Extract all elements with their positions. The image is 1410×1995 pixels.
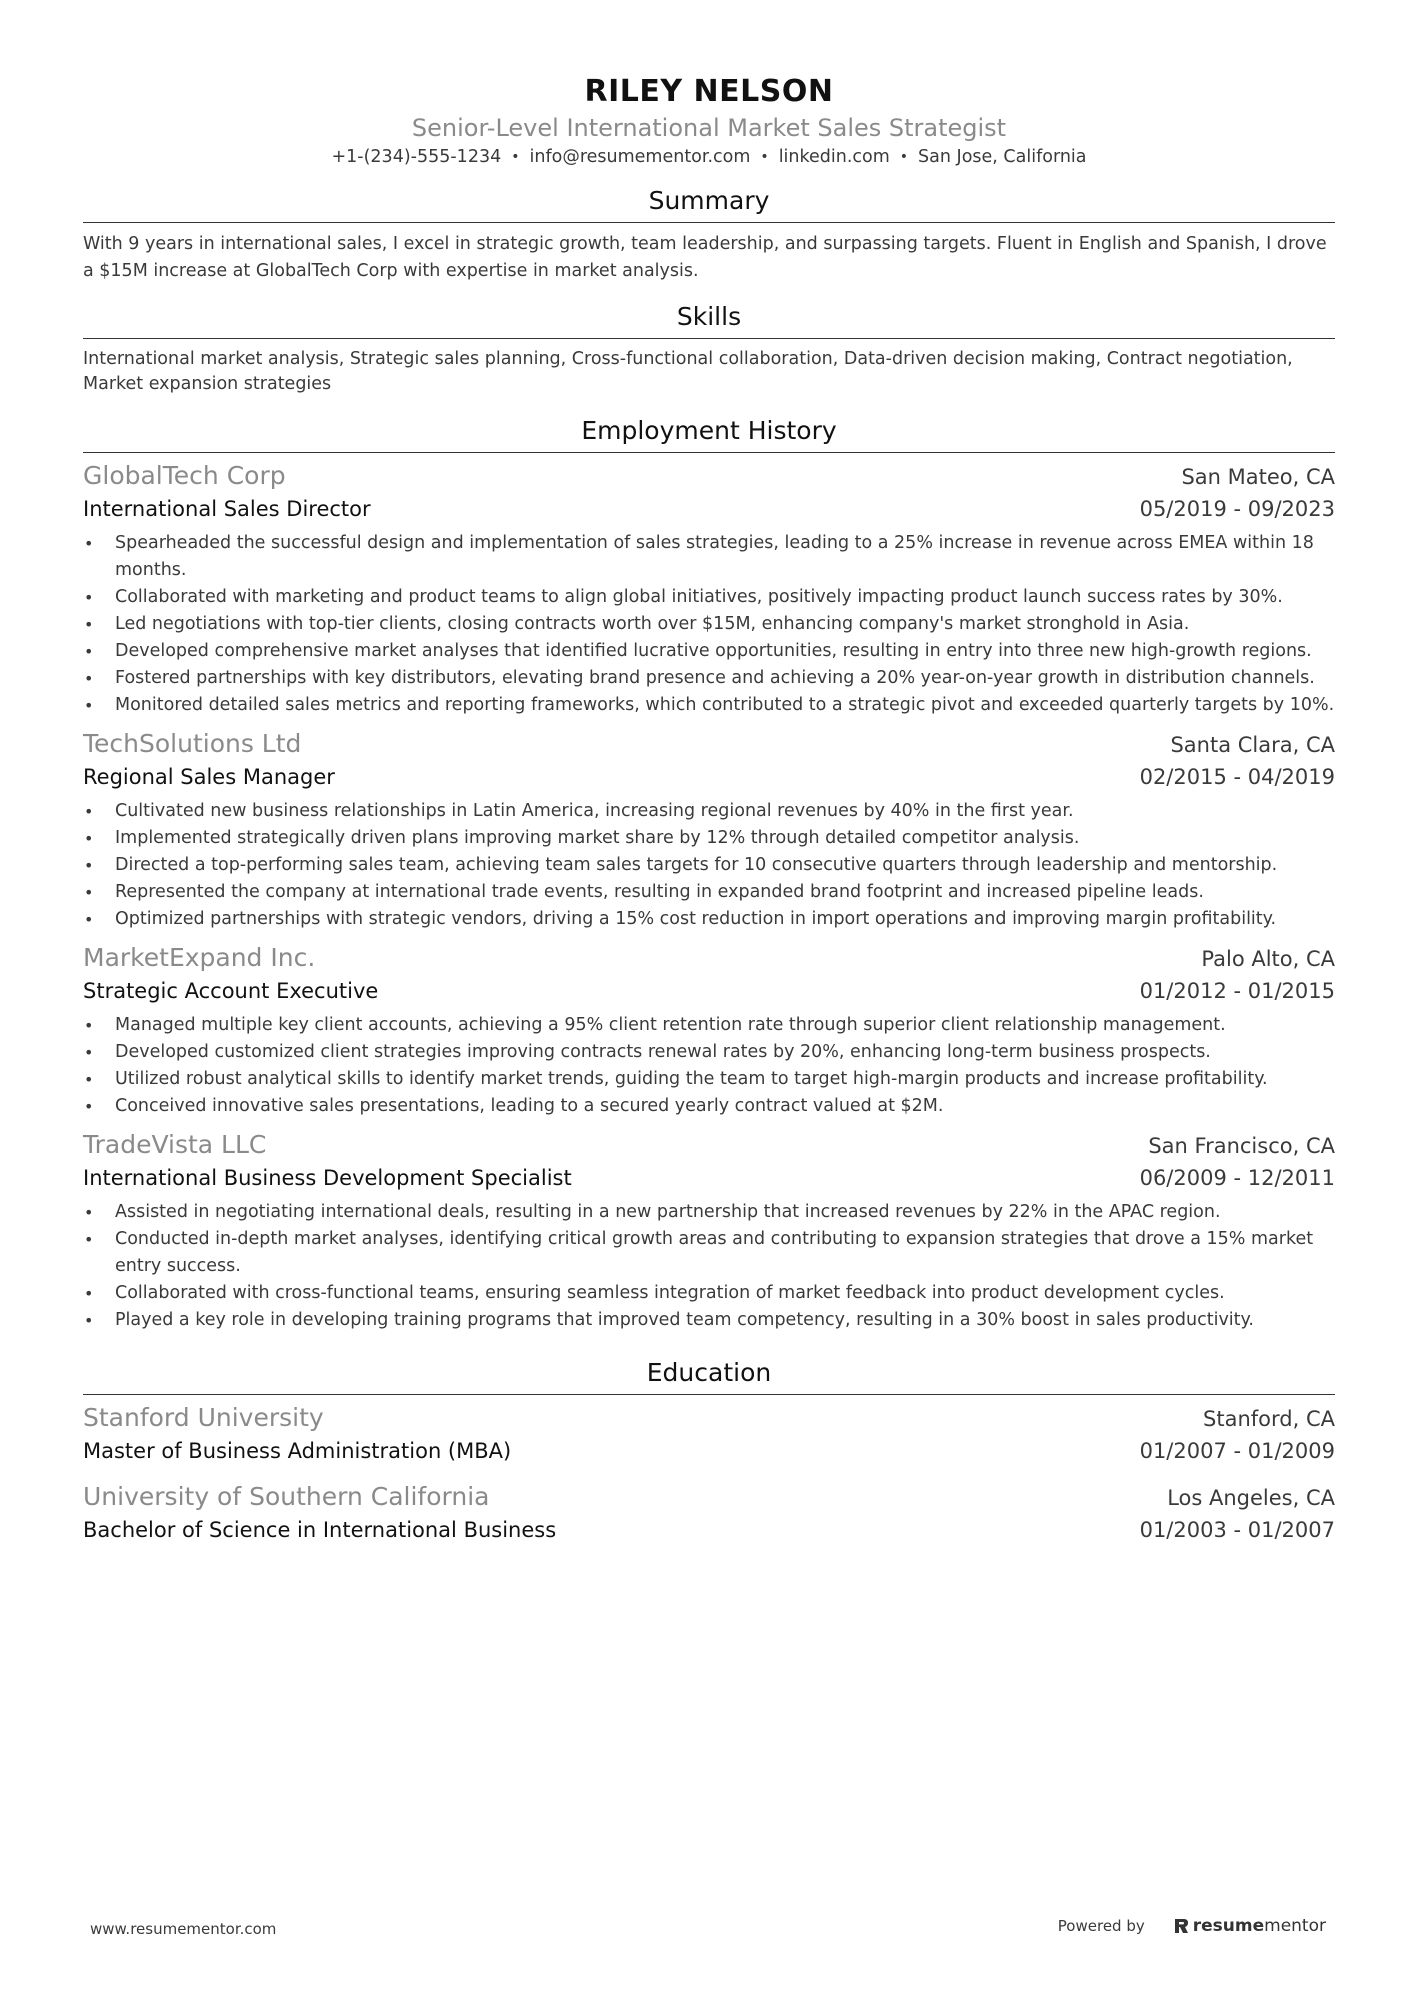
bullet-item: • Optimized partnerships with strategic vendors, driving a 15% cost reduction in import operations and improving margin profitability. (83, 906, 1335, 933)
skills-heading: Skills (83, 300, 1335, 339)
resume-header (83, 72, 1335, 170)
bullet-item: • Collaborated with cross-functional teams, ensuring seamless integration of market feedback into product development cycles. (83, 1280, 1335, 1307)
education-heading: Education (83, 1356, 1335, 1395)
job-entry (83, 1129, 1335, 1334)
degree-name: Bachelor of Science in International Business (83, 1518, 557, 1542)
job-location: Santa Clara, CA (1170, 733, 1335, 757)
skills-text: International market analysis, Strategic sales planning, Cross-functional collaboration, Data-driven decision making, Contract negotiation, Market expansion strategies (83, 349, 1293, 394)
job-entry (83, 942, 1335, 1120)
bullet-item: • Assisted in negotiating international deals, resulting in a new partnership that increased revenues by 22% in the APAC region. (83, 1199, 1335, 1226)
bullet-item: • Directed a top-performing sales team, achieving team sales targets for 10 consecutive quarters through leadership and mentorship. (83, 852, 1335, 879)
resume-page (83, 72, 1335, 1546)
linkedin-link[interactable]: linkedin.com (778, 147, 890, 167)
powered-by-label: Powered by (1057, 1917, 1145, 1935)
candidate-title: Senior-Level International Market Sales Strategist (411, 114, 1007, 142)
bullet-item: • Monitored detailed sales metrics and reporting frameworks, which contributed to a strategic pivot and exceeded quarterly targets by 10%. (83, 692, 1335, 719)
bullet-item: • Represented the company at international trade events, resulting in expanded brand footprint and increased pipeline leads. (83, 879, 1335, 906)
separator-dot: • (511, 149, 520, 165)
job-role: International Business Development Specialist (83, 1166, 572, 1190)
school-location: Stanford, CA (1203, 1407, 1335, 1431)
company-name: TechSolutions Ltd (83, 729, 302, 758)
bullet-item: • Collaborated with marketing and product teams to align global initiatives, positively impacting product launch success rates by 30%. (83, 584, 1335, 611)
skills-section (83, 300, 1335, 397)
bullet-item: • Led negotiations with top-tier clients, closing contracts worth over $15M, enhancing company's market stronghold in Asia. (83, 611, 1335, 638)
bullet-item: • Played a key role in developing training programs that improved team competency, resulting in a 30% boost in sales productivity. (83, 1307, 1335, 1334)
bullet-item: • Utilized robust analytical skills to identify market trends, guiding the team to target high-margin products and increase profitability. (83, 1066, 1335, 1093)
job-dates: 02/2015 - 04/2019 (1139, 765, 1335, 789)
bullet-item: • Conducted in-depth market analyses, identifying critical growth areas and contributing to expansion strategies that drove a 15% market entry success. (83, 1226, 1335, 1280)
resumementor-logo-icon (1173, 1917, 1189, 1935)
employment-section (83, 414, 1335, 1334)
education-dates: 01/2007 - 01/2009 (1139, 1439, 1335, 1463)
location-text: San Jose, California (918, 147, 1087, 167)
bullet-item: • Fostered partnerships with key distributors, elevating brand presence and achieving a 20% year-on-year growth in distribution channels. (83, 665, 1335, 692)
school-location: Los Angeles, CA (1167, 1486, 1335, 1510)
education-dates: 01/2003 - 01/2007 (1139, 1518, 1335, 1542)
phone-number: +1-(234)-555-1234 (331, 147, 502, 167)
job-entry (83, 460, 1335, 719)
job-role: Regional Sales Manager (83, 765, 335, 789)
company-name: MarketExpand Inc. (83, 943, 316, 972)
bullet-item: • Developed customized client strategies improving contracts renewal rates by 20%, enhancing long-term business prospects. (83, 1039, 1335, 1066)
education-entry (83, 1402, 1335, 1467)
job-role: International Sales Director (83, 497, 371, 521)
brand-logo-link[interactable] (1173, 1916, 1326, 1936)
bullet-item: • Implemented strategically driven plans improving market share by 12% through detailed competitor analysis. (83, 825, 1335, 852)
job-role: Strategic Account Executive (83, 979, 379, 1003)
brand-name-light: mentor (1264, 1916, 1326, 1936)
bullet-item: • Conceived innovative sales presentations, leading to a secured yearly contract valued at $2M. (83, 1093, 1335, 1120)
bullet-item: • Spearheaded the successful design and implementation of sales strategies, leading to a 25% increase in revenue across EMEA within 18 months. (83, 530, 1335, 584)
separator-dot: • (760, 149, 769, 165)
footer-website[interactable]: www.resumementor.com (90, 1920, 277, 1938)
summary-text: With 9 years in international sales, I excel in strategic growth, team leadership, and surpassing targets. Fluent in English and Spanish, I drove a $15M increase at GlobalTech Corp with expertise in market analysis. (83, 234, 1327, 281)
job-dates: 05/2019 - 09/2023 (1139, 497, 1335, 521)
school-name: University of Southern California (83, 1482, 490, 1511)
brand-name-bold: resume (1192, 1916, 1265, 1936)
summary-section (83, 184, 1335, 285)
job-entry (83, 728, 1335, 933)
summary-heading: Summary (83, 184, 1335, 223)
job-dates: 01/2012 - 01/2015 (1139, 979, 1335, 1003)
bullet-item: • Cultivated new business relationships in Latin America, increasing regional revenues by 40% in the first year. (83, 798, 1335, 825)
education-section (83, 1356, 1335, 1546)
bullet-item: • Developed comprehensive market analyses that identified lucrative opportunities, resulting in entry into three new high-growth regions. (83, 638, 1335, 665)
company-name: GlobalTech Corp (83, 461, 286, 490)
email-address[interactable]: info@resumementor.com (529, 147, 751, 167)
job-dates: 06/2009 - 12/2011 (1139, 1166, 1335, 1190)
job-bullets (83, 798, 1335, 933)
job-bullets (83, 1199, 1335, 1334)
job-bullets (83, 530, 1335, 719)
job-bullets (83, 1012, 1335, 1120)
job-location: Palo Alto, CA (1201, 947, 1335, 971)
separator-dot: • (899, 149, 909, 165)
contact-line (83, 144, 1335, 170)
employment-heading: Employment History (83, 414, 1335, 453)
job-location: San Francisco, CA (1148, 1134, 1335, 1158)
footer-branding (1058, 1916, 1326, 1936)
candidate-name: RILEY NELSON (584, 74, 834, 109)
education-entry (83, 1481, 1335, 1546)
degree-name: Master of Business Administration (MBA) (83, 1439, 512, 1463)
company-name: TradeVista LLC (83, 1130, 267, 1159)
bullet-item: • Managed multiple key client accounts, achieving a 95% client retention rate through superior client relationship management. (83, 1012, 1335, 1039)
school-name: Stanford University (83, 1403, 324, 1432)
job-location: San Mateo, CA (1181, 465, 1335, 489)
